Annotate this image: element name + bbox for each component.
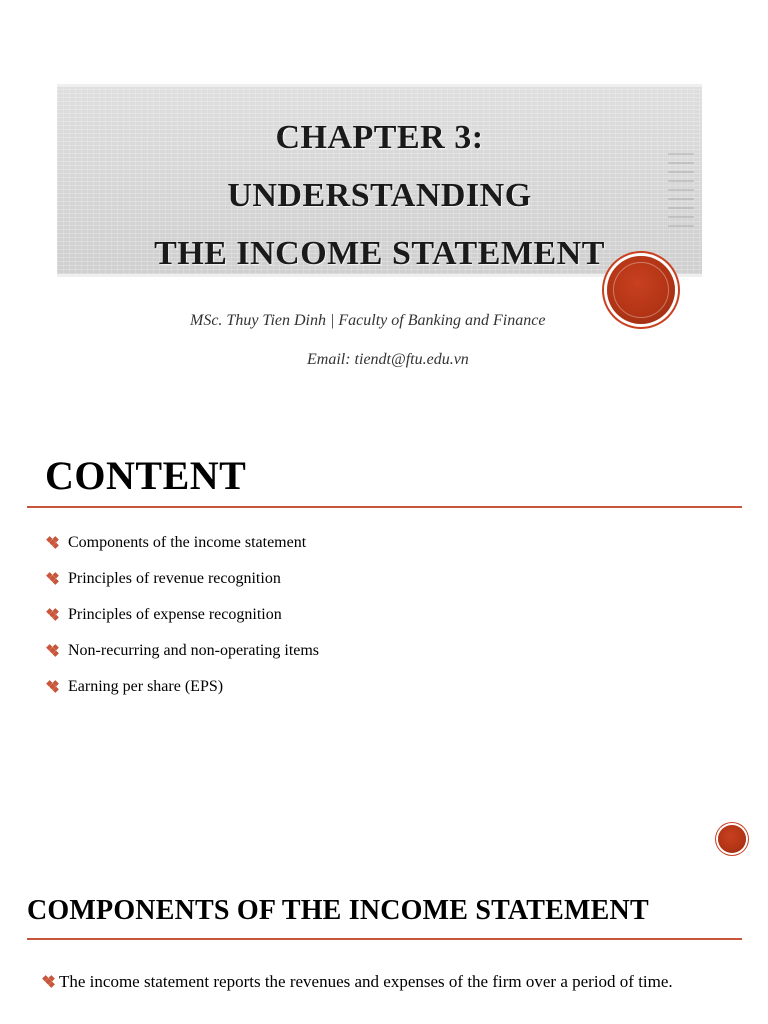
list-item xyxy=(47,561,319,597)
title-line-2: UNDERSTANDING xyxy=(227,177,532,214)
title-line-1: CHAPTER 3: xyxy=(275,119,484,156)
list-item xyxy=(47,633,319,669)
list-item-label: Principles of expense recognition xyxy=(68,606,282,623)
paragraph-text: The income statement reports the revenues and expenses of the firm over a period of time. xyxy=(59,972,673,991)
list-item-label: Earning per share (EPS) xyxy=(68,678,224,695)
list-item xyxy=(47,525,319,561)
list-item-label: Principles of revenue recognition xyxy=(68,570,281,587)
author-line: MSc. Thuy Tien Dinh | Faculty of Banking and Finance xyxy=(190,312,546,329)
heading-divider xyxy=(27,506,742,508)
diamond-bullet-icon xyxy=(47,609,59,621)
title-banner xyxy=(57,84,702,277)
diamond-bullet-icon xyxy=(47,537,59,549)
list-item xyxy=(47,597,319,633)
decorative-circle-icon xyxy=(607,256,675,324)
email-line: Email: tiendt@ftu.edu.vn xyxy=(307,351,469,368)
diamond-bullet-icon xyxy=(47,681,59,693)
content-list xyxy=(47,525,319,705)
paragraph xyxy=(43,966,733,998)
list-item xyxy=(47,669,319,705)
components-heading: COMPONENTS OF THE INCOME STATEMENT xyxy=(27,895,649,926)
content-heading: CONTENT xyxy=(45,453,247,498)
diamond-bullet-icon xyxy=(47,645,59,657)
list-item-label: Components of the income statement xyxy=(68,534,307,551)
title-line-3: THE INCOME STATEMENT xyxy=(154,235,605,272)
list-item-label: Non-recurring and non-operating items xyxy=(68,642,320,659)
diamond-bullet-icon xyxy=(43,976,55,988)
diamond-bullet-icon xyxy=(47,573,59,585)
heading-divider xyxy=(27,938,742,940)
chapter-title xyxy=(57,109,702,283)
decorative-circle-icon xyxy=(718,825,746,853)
